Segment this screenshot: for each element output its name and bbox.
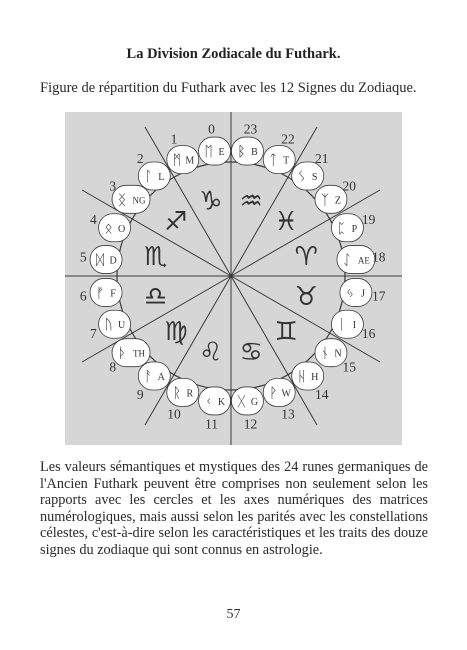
rune-bubble <box>340 278 372 306</box>
rune-glyph: ᛃ <box>345 285 355 302</box>
rune-letter: D <box>109 255 117 267</box>
body-paragraph: Les valeurs sémantiques et mystiques des 24 runes germaniques de l'Ancien Futhark peuvent être comprises non seulement selon les rapports avec les cercles et les axes numériques des matrices numérologiques, mais aussi selon les parités avec les constellations célestes, c'est-à-dire selon les caractéristiques et les traits des douze signes du zodiaque qui sont connus en astrologie. <box>40 459 428 558</box>
rune-glyph: ᚠ <box>95 285 105 302</box>
rune-letter: U <box>117 320 126 332</box>
rune-letter: A <box>157 371 165 383</box>
capricorn-sign: ♑ <box>199 186 223 217</box>
rune-letter: R <box>186 388 194 400</box>
rune-number: 19 <box>361 211 376 227</box>
rune-bubble <box>199 137 231 165</box>
zodiac-wheel <box>65 112 402 445</box>
rune-number: 1 <box>170 131 178 147</box>
rune-number: 11 <box>205 416 219 432</box>
rune-glyph: ᚨ <box>144 368 153 385</box>
pisces-sign: ♓ <box>274 206 298 237</box>
rune-letter: Z <box>334 195 342 207</box>
zodiac-futhark-diagram <box>65 112 402 445</box>
rune-glyph: ᛏ <box>269 152 278 169</box>
virgo-sign: ♍ <box>164 317 188 348</box>
leo-sign: ♌ <box>199 337 223 368</box>
rune-glyph: ᛊ <box>297 169 306 186</box>
rune-letter: K <box>217 396 226 408</box>
rune-glyph: ᛚ <box>144 169 153 186</box>
rune-number: 14 <box>314 387 329 403</box>
rune-number: 6 <box>79 288 87 304</box>
rune-glyph: ᚱ <box>172 385 181 402</box>
rune-glyph: ᛗ <box>172 152 181 169</box>
rune-number: 7 <box>89 326 97 342</box>
rune-number: 15 <box>342 359 356 375</box>
rune-number: 21 <box>314 150 329 166</box>
rune-bubble <box>167 378 199 406</box>
rune-number: 8 <box>109 359 117 375</box>
rune-number: 0 <box>208 121 215 137</box>
rune-glyph: ᛝ <box>117 192 127 209</box>
rune-glyph: ᛞ <box>95 252 105 269</box>
rune-number: 9 <box>136 387 144 403</box>
rune-number: 10 <box>167 406 181 422</box>
rune-number: 18 <box>371 249 386 265</box>
page-title: La Division Zodiacale du Futhark. <box>126 46 341 62</box>
rune-glyph: ᛈ <box>337 220 346 237</box>
rune-bubble <box>231 387 263 415</box>
rune-letter: S <box>311 172 318 184</box>
figure-caption: Figure de répartition du Futhark avec les 12 Signes du Zodiaque. <box>40 80 417 96</box>
rune-letter: G <box>250 396 259 408</box>
rune-glyph: ᛇ <box>342 252 352 269</box>
rune-letter: P <box>351 223 358 235</box>
rune-glyph: ᚷ <box>237 393 246 410</box>
rune-number: 4 <box>89 211 97 227</box>
rune-number: 22 <box>281 131 295 147</box>
rune-number: 17 <box>371 288 386 304</box>
rune-bubble <box>292 162 324 190</box>
rune-bubble <box>292 362 324 390</box>
taurus-sign: ♉ <box>294 282 318 313</box>
cancer-sign: ♋ <box>239 337 263 368</box>
rune-glyph: ᛁ <box>337 317 346 334</box>
rune-bubble <box>231 137 263 165</box>
rune-letter: J <box>360 288 365 300</box>
rune-letter: I <box>352 320 357 332</box>
rune-number: 12 <box>243 416 258 432</box>
rune-letter: TH <box>133 348 146 359</box>
rune-glyph: ᚲ <box>204 393 213 410</box>
rune-glyph: ᛟ <box>104 220 113 237</box>
rune-number: 5 <box>79 249 87 265</box>
rune-letter: T <box>283 155 290 167</box>
rune-bubble <box>199 387 231 415</box>
rune-number: 2 <box>136 150 144 166</box>
sagittarius-sign: ♐ <box>164 206 188 237</box>
rune-letter: W <box>281 388 291 400</box>
rune-glyph: ᚾ <box>320 345 330 362</box>
aries-sign: ♈ <box>294 241 318 272</box>
rune-letter: L <box>158 172 165 184</box>
rune-glyph: ᛒ <box>237 144 246 161</box>
rune-letter: N <box>334 348 342 360</box>
rune-letter: E <box>218 147 225 159</box>
page-number: 57 <box>226 607 241 622</box>
libra-sign: ♎ <box>144 282 168 313</box>
scorpio-sign: ♏ <box>144 241 168 272</box>
rune-number: 16 <box>361 326 376 342</box>
rune-letter: M <box>185 155 195 167</box>
rune-letter: O <box>117 223 126 235</box>
rune-glyph: ᚹ <box>269 385 278 402</box>
rune-letter: F <box>110 288 116 300</box>
aquarius-sign: ♒ <box>239 186 263 217</box>
rune-bubble <box>331 214 363 242</box>
rune-letter: NG <box>132 195 146 206</box>
rune-letter: B <box>251 147 258 159</box>
gemini-sign: ♊ <box>274 317 298 348</box>
rune-number: 23 <box>243 121 258 137</box>
rune-number: 13 <box>281 406 295 422</box>
rune-letter: H <box>311 371 319 383</box>
rune-glyph: ᚦ <box>117 345 127 362</box>
rune-glyph: ᚢ <box>104 317 113 334</box>
rune-glyph: ᚺ <box>297 368 306 385</box>
rune-number: 20 <box>342 178 356 194</box>
rune-number: 3 <box>109 178 117 194</box>
rune-glyph: ᛖ <box>204 144 213 161</box>
rune-bubble <box>331 310 363 338</box>
rune-glyph: ᛉ <box>320 192 330 209</box>
rune-letter: AE <box>357 255 370 266</box>
